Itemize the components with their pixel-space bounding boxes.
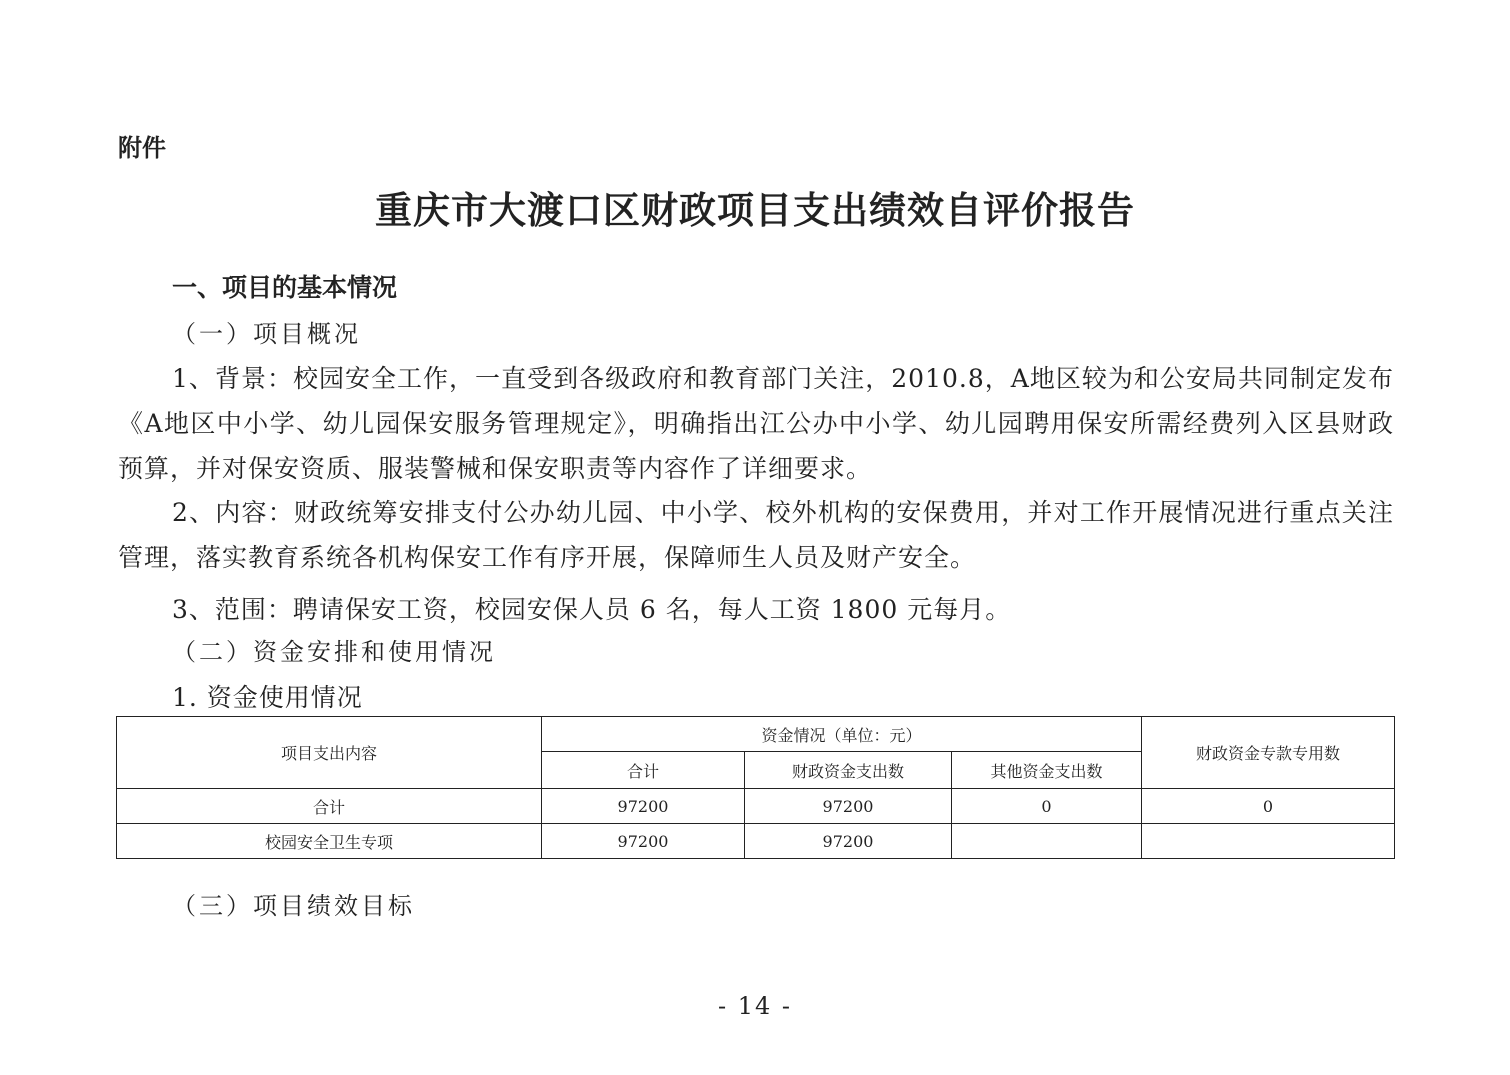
row-other (952, 824, 1142, 859)
paragraph-content: 2、内容：财政统筹安排支付公办幼儿园、中小学、校外机构的安保费用，并对工作开展情况进行重点关注管理，落实教育系统各机构保安工作有序开展，保障师生人员及财产安全。 (118, 498, 1394, 572)
row-total: 97200 (542, 824, 745, 859)
page-number: - 14 - (717, 992, 792, 1020)
header-special-use: 财政资金专款专用数 (1142, 717, 1395, 789)
paragraph-background: 1、背景：校园安全工作，一直受到各级政府和教育部门关注，2010.8，A地区较为和公安局共同制定发布《A地区中小学、幼儿园保安服务管理规定》，明确指出江公办中小学、幼儿园聘用保安所需经费列入区县财政预算，并对保安资质、服装警械和保安职责等内容作了详细要求。 (118, 364, 1394, 483)
attachment-label: 附件 (118, 134, 166, 162)
table-row (117, 824, 1395, 859)
fund-usage-table (116, 716, 1395, 859)
item-fund-usage: 1. 资金使用情况 (172, 683, 363, 712)
row-fiscal: 97200 (745, 789, 952, 824)
header-other-expenditure: 其他资金支出数 (952, 752, 1142, 789)
row-fiscal: 97200 (745, 824, 952, 859)
row-total: 97200 (542, 789, 745, 824)
subsection-heading-performance-goals: （三）项目绩效目标 (172, 892, 415, 920)
header-total: 合计 (542, 752, 745, 789)
header-project-content: 项目支出内容 (117, 717, 542, 789)
row-special (1142, 824, 1395, 859)
header-fund-status: 资金情况（单位：元） (542, 717, 1142, 752)
section-heading-basic-info: 一、项目的基本情况 (172, 273, 398, 302)
table-header-row (117, 717, 1395, 752)
row-name: 合计 (117, 789, 542, 824)
document-title: 重庆市大渡口区财政项目支出绩效自评价报告 (375, 188, 1135, 232)
subsection-heading-funding: （二）资金安排和使用情况 (172, 638, 496, 666)
header-fiscal-expenditure: 财政资金支出数 (745, 752, 952, 789)
paragraph-scope: 3、范围：聘请保安工资，校园安保人员 6 名，每人工资 1800 元每月。 (172, 595, 1012, 624)
table-row (117, 789, 1395, 824)
row-name: 校园安全卫生专项 (117, 824, 542, 859)
row-other: 0 (952, 789, 1142, 824)
row-special: 0 (1142, 789, 1395, 824)
subsection-heading-overview: （一）项目概况 (172, 320, 361, 348)
